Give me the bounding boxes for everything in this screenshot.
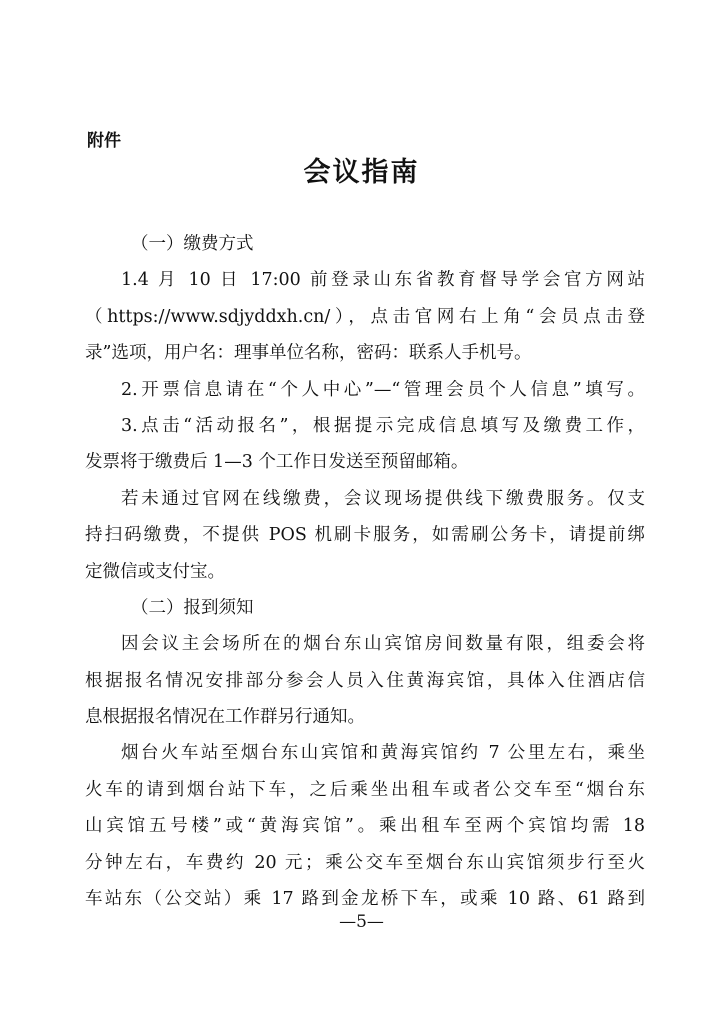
- section-heading-payment: （一）缴费方式: [131, 234, 254, 254]
- paragraph-line: 息根据报名情况在工作群另行通知。: [85, 707, 365, 728]
- document-title: 会议指南: [303, 157, 420, 188]
- paragraph-line: （https://www.sdjyddxh.cn/），点击官网右上角“会员点击登: [85, 306, 645, 327]
- page-number: —5—: [339, 912, 384, 932]
- paragraph-line: 因会议主会场所在的烟台东山宾馆房间数量有限，组委会将: [121, 634, 645, 655]
- document-body: [85, 226, 645, 917]
- paragraph-line: 持扫码缴费，不提供 POS 机刷卡服务，如需刷公务卡，请提前绑: [85, 525, 645, 546]
- paragraph-line: 火车的请到烟台站下车，之后乘坐出租车或者公交车至“烟台东: [85, 779, 645, 800]
- paragraph-line: 根据报名情况安排部分参会人员入住黄海宾馆，具体入住酒店信: [85, 670, 645, 691]
- attachment-label: 附件: [87, 131, 121, 151]
- paragraph-line: 2.开票信息请在“个人中心”—“管理会员个人信息”填写。: [121, 379, 645, 400]
- paragraph-line: 发票将于缴费后 1—3 个工作日发送至预留邮箱。: [85, 452, 469, 473]
- paragraph-line: 若未通过官网在线缴费，会议现场提供线下缴费服务。仅支: [121, 488, 645, 509]
- section-heading-registration: （二）报到须知: [131, 597, 254, 618]
- paragraph-line: 车站东（公交站）乘 17 路到金龙桥下车，或乘 10 路、61 路到: [85, 889, 645, 910]
- paragraph-line: 录”选项，用户名：理事单位名称，密码：联系人手机号。: [85, 343, 532, 364]
- paragraph-line: 分钟左右，车费约 20 元；乘公交车至烟台东山宾馆须步行至火: [85, 852, 645, 873]
- paragraph-line: 山宾馆五号楼”或“黄海宾馆”。乘出租车至两个宾馆均需 18: [85, 816, 645, 837]
- paragraph-line: 烟台火车站至烟台东山宾馆和黄海宾馆约 7 公里左右，乘坐: [121, 743, 645, 764]
- paragraph-line: 1.4 月 10 日 17:00 前登录山东省教育督导学会官方网站: [121, 270, 645, 291]
- paragraph-line: 3.点击“活动报名”，根据提示完成信息填写及缴费工作，: [121, 415, 645, 436]
- paragraph-line: 定微信或支付宝。: [85, 561, 225, 582]
